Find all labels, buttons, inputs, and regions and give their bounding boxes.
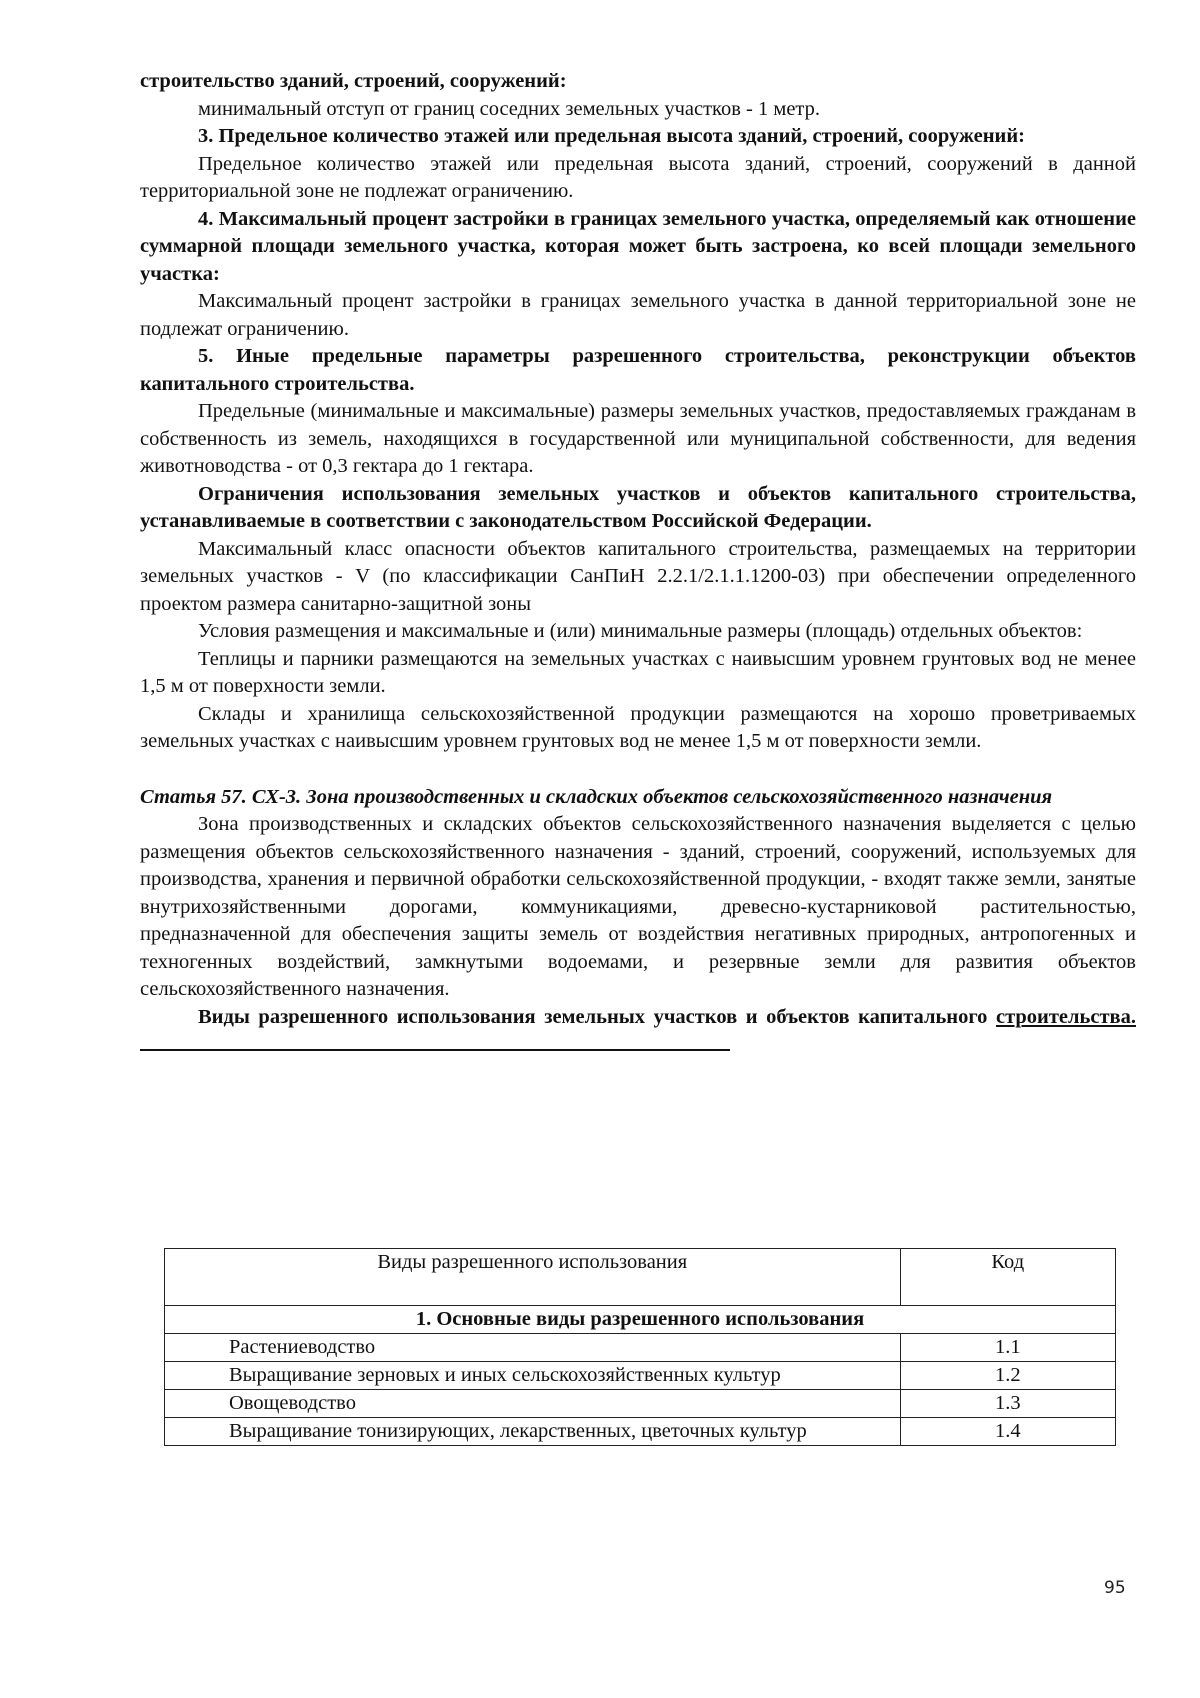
- floors-heading: 3. Предельное количество этажей или предельная высота зданий, строений, сооружений:: [198, 125, 1025, 147]
- use-code: 1.3: [900, 1390, 1115, 1418]
- setback-text: минимальный отступ от границ соседних земельных участков - 1 метр.: [198, 97, 821, 120]
- table-row: [165, 1418, 1116, 1446]
- other-params-heading: 5. Иные предельные параметры разрешенного строительства, реконструкции объектов капитального строительства.: [140, 345, 1136, 395]
- uses-heading: [140, 1004, 1136, 1060]
- spacer: [140, 756, 1136, 784]
- article-body: Зона производственных и складских объектов сельскохозяйственного назначения выделяется с целью размещения объектов сельскохозяйственного назначения - зданий, строений, сооружений, используемых для производства, хранения и первичной обработки сельскохозяйственной продукции, - входят также земли, занятые внутрихозяйственными дорогами, коммуникациями, древесно-кустарниковой растительностью, предназначенной для обеспечения защиты земель от воздействия негативных природных, антропогенных и техногенных воздействий, замкнутыми водоемами, и резервные земли для развития объектов сельскохозяйственного назначения.: [140, 813, 1136, 1000]
- table-header-row: [165, 1249, 1116, 1306]
- use-name: Овощеводство: [165, 1390, 901, 1418]
- use-name: Растениеводство: [165, 1334, 901, 1362]
- hazard-class-text: Максимальный класс опасности объектов капитального строительства, размещаемых на территории земельных участков - V (по классификации СанПиН 2.2.1/2.1.1.1200-03) при обеспечении определенного проектом размера санитарно-защитной зоны: [140, 537, 1136, 615]
- setback-heading: строительство зданий, строений, сооружений:: [140, 70, 567, 92]
- section-title-cell: 1. Основные виды разрешенного использования: [165, 1306, 1116, 1334]
- greenhouses-text: Теплицы и парники размещаются на земельных участках с наивысшим уровнем грунтовых вод не менее 1,5 м от поверхности земли.: [140, 647, 1136, 697]
- table-row: [165, 1334, 1116, 1362]
- heading-underline: [140, 1031, 730, 1051]
- use-code: 1.1: [900, 1334, 1115, 1362]
- placement-conditions-text: Условия размещения и максимальные и (или) минимальные размеры (площадь) отдельных объектов:: [198, 620, 1083, 642]
- permitted-uses-table: [164, 1248, 1116, 1446]
- use-code: 1.4: [900, 1418, 1115, 1446]
- uses-heading-tail: строительства.: [995, 1005, 1136, 1028]
- restrictions-heading: Ограничения использования земельных участков и объектов капитального строительства, устанавливаемые в соответствии с законодательством Российской Федерации.: [140, 482, 1136, 532]
- page-number: 95: [1104, 1578, 1126, 1598]
- coverage-text: Максимальный процент застройки в границах земельного участка в данной территориальной зоне не подлежат ограничению.: [140, 290, 1136, 340]
- header-name-cell: Виды разрешенного использования: [165, 1249, 901, 1306]
- use-code: 1.2: [900, 1362, 1115, 1390]
- uses-heading-main: Виды разрешенного использования земельных участков и объектов капитального: [198, 1005, 988, 1028]
- use-name: Выращивание тонизирующих, лекарственных, цветочных культур: [165, 1418, 901, 1446]
- floors-text: Предельное количество этажей или предельная высота зданий, строений, сооружений в данной территориальной зоне не подлежат ограничению.: [140, 152, 1136, 202]
- plot-size-text: Предельные (минимальные и максимальные) размеры земельных участков, предоставляемых гражданам в собственность из земель, находящихся в государственной или муниципальной собственности, для ведения животноводства - от 0,3 гектара до 1 гектара.: [140, 400, 1136, 477]
- table-section-row: [165, 1306, 1116, 1334]
- table-row: [165, 1390, 1116, 1418]
- header-code-cell: Код: [900, 1249, 1115, 1306]
- use-name: Выращивание зерновых и иных сельскохозяйственных культур: [165, 1362, 901, 1390]
- article-title: Статья 57. СХ-3. Зона производственных и складских объектов сельскохозяйственного назначения: [140, 785, 1053, 808]
- coverage-heading: 4. Максимальный процент застройки в границах земельного участка, определяемый как отношение суммарной площади земельного участка, которая может быть застроена, ко всей площади земельного участка:: [140, 207, 1136, 285]
- document-body: [140, 68, 1136, 1060]
- table-row: [165, 1362, 1116, 1390]
- warehouses-text: Склады и хранилища сельскохозяйственной продукции размещаются на хорошо проветриваемых земельных участках с наивысшим уровнем грунтовых вод не менее 1,5 м от поверхности земли.: [140, 702, 1136, 752]
